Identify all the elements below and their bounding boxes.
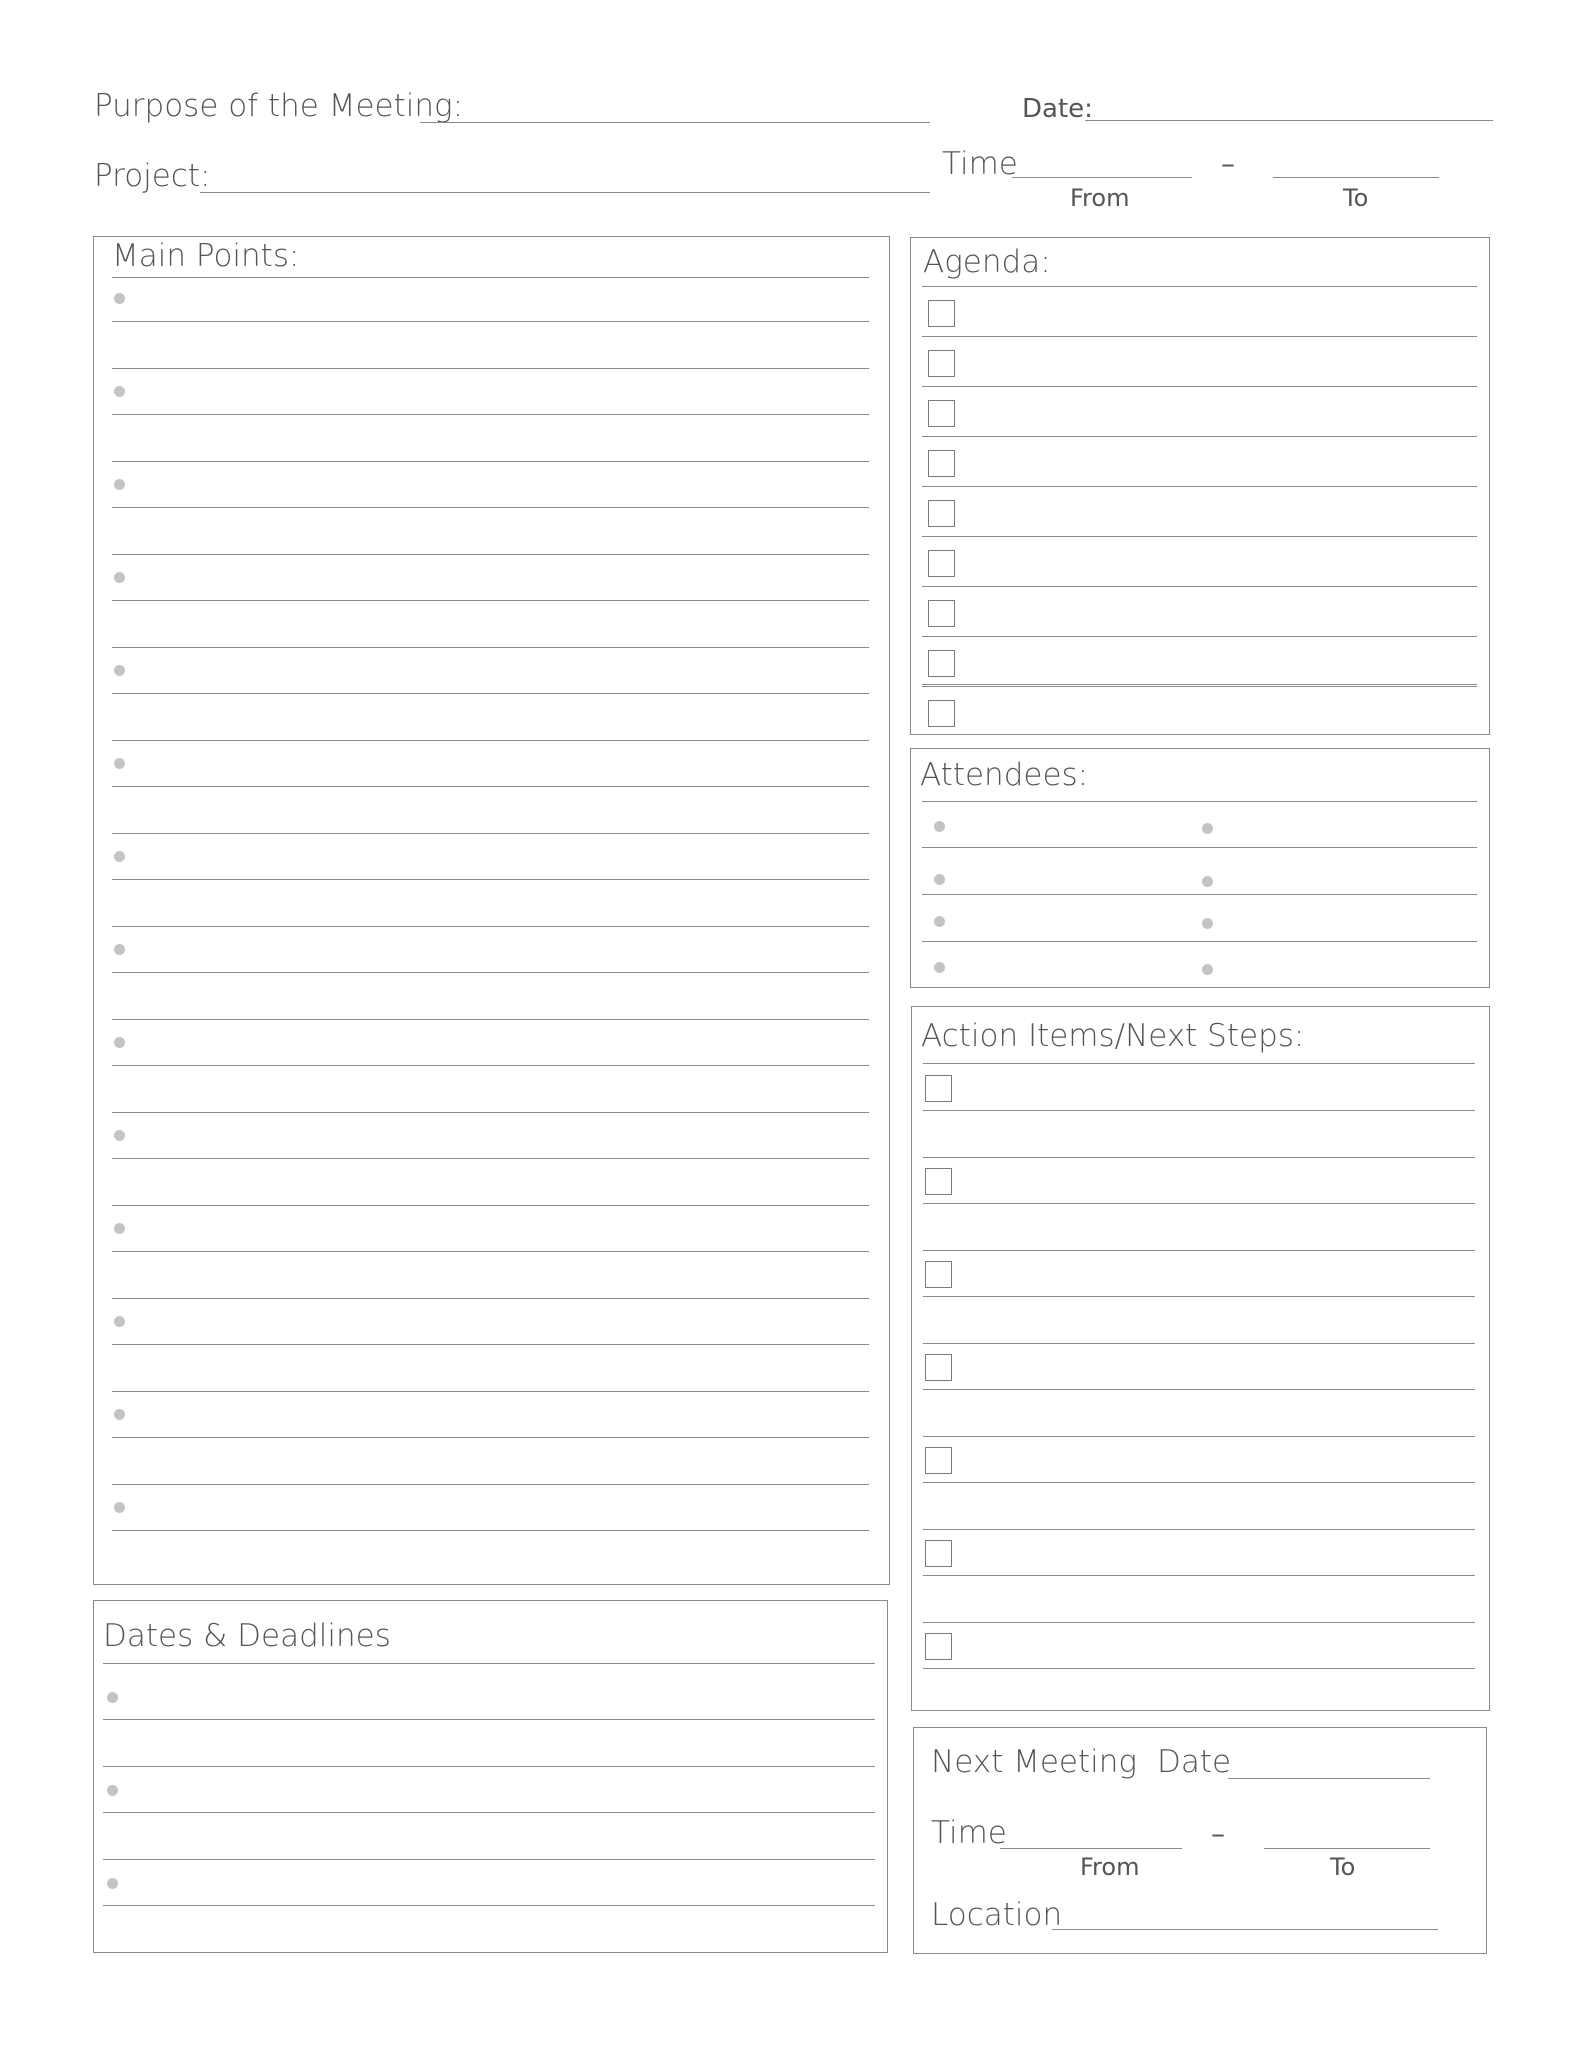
action-items-title-rule: [923, 1063, 1475, 1064]
agenda-checkbox[interactable]: [928, 650, 955, 677]
time-to-field[interactable]: [1273, 177, 1439, 178]
bullet-dot: [1202, 964, 1213, 975]
agenda-line[interactable]: [922, 336, 1477, 337]
deadline-line[interactable]: [103, 1905, 875, 1906]
project-label: Project:: [94, 158, 211, 194]
action-items-section: [911, 1006, 1490, 1711]
action-item-line[interactable]: [923, 1343, 1475, 1344]
action-item-checkbox[interactable]: [925, 1447, 952, 1474]
purpose-label: Purpose of the Meeting:: [94, 88, 464, 124]
bullet-dot: [107, 1785, 118, 1796]
bullet-dot: [934, 916, 945, 927]
bullet-dot: [114, 1316, 125, 1327]
main-point-line[interactable]: [112, 1344, 869, 1345]
main-point-line[interactable]: [112, 740, 869, 741]
agenda-checkbox[interactable]: [928, 400, 955, 427]
action-item-line[interactable]: [923, 1157, 1475, 1158]
attendee-line[interactable]: [922, 847, 1477, 848]
dates-deadlines-section: [93, 1600, 888, 1953]
bullet-dot: [114, 758, 125, 769]
agenda-title: Agenda:: [923, 244, 1051, 280]
agenda-checkbox[interactable]: [928, 700, 955, 727]
action-item-line[interactable]: [923, 1203, 1475, 1204]
next-meeting-time-label: Time: [931, 1815, 1007, 1851]
main-point-line[interactable]: [112, 879, 869, 880]
agenda-checkbox[interactable]: [928, 450, 955, 477]
agenda-checkbox[interactable]: [928, 550, 955, 577]
attendees-title-rule: [922, 801, 1477, 802]
bullet-dot: [114, 665, 125, 676]
main-point-line[interactable]: [112, 693, 869, 694]
action-item-line[interactable]: [923, 1529, 1475, 1530]
main-point-line[interactable]: [112, 1530, 869, 1531]
action-item-line[interactable]: [923, 1575, 1475, 1576]
action-item-checkbox[interactable]: [925, 1168, 952, 1195]
main-point-line[interactable]: [112, 321, 869, 322]
action-item-checkbox[interactable]: [925, 1354, 952, 1381]
bullet-dot: [114, 479, 125, 490]
from-label: From: [1070, 184, 1130, 212]
attendees-title: Attendees:: [920, 757, 1089, 793]
next-meeting-from-label: From: [1080, 1853, 1140, 1881]
bullet-dot: [934, 962, 945, 973]
main-point-line[interactable]: [112, 647, 869, 648]
agenda-line[interactable]: [922, 486, 1477, 487]
bullet-dot: [1202, 918, 1213, 929]
time-label: Time: [942, 146, 1018, 182]
time-from-field[interactable]: [1012, 177, 1192, 178]
next-meeting-location-field[interactable]: [1052, 1929, 1438, 1930]
action-item-checkbox[interactable]: [925, 1540, 952, 1567]
next-meeting-section: [913, 1727, 1487, 1954]
agenda-line[interactable]: [922, 386, 1477, 387]
date-label: Date:: [1022, 94, 1093, 124]
agenda-line[interactable]: [922, 536, 1477, 537]
agenda-section: [910, 237, 1490, 735]
agenda-line[interactable]: [922, 286, 1477, 287]
attendee-line[interactable]: [922, 941, 1477, 942]
bullet-dot: [114, 1223, 125, 1234]
main-points-section: [93, 236, 890, 1585]
action-item-line[interactable]: [923, 1296, 1475, 1297]
main-point-line[interactable]: [112, 414, 869, 415]
agenda-line[interactable]: [922, 684, 1477, 685]
main-point-line[interactable]: [112, 554, 869, 555]
bullet-dot: [114, 293, 125, 304]
main-point-line[interactable]: [112, 786, 869, 787]
agenda-checkbox[interactable]: [928, 500, 955, 527]
action-item-checkbox[interactable]: [925, 1261, 952, 1288]
agenda-line[interactable]: [922, 586, 1477, 587]
bullet-dot: [934, 821, 945, 832]
next-meeting-title: Next Meeting: [931, 1744, 1137, 1780]
main-point-line[interactable]: [112, 926, 869, 927]
main-points-title: Main Points:: [112, 238, 300, 274]
main-point-line[interactable]: [112, 1065, 869, 1066]
main-point-line[interactable]: [112, 1391, 869, 1392]
agenda-line[interactable]: [922, 436, 1477, 437]
bullet-dot: [114, 1130, 125, 1141]
bullet-dot: [1202, 823, 1213, 834]
main-point-line[interactable]: [112, 1484, 869, 1485]
main-point-line[interactable]: [112, 1251, 869, 1252]
action-item-line[interactable]: [923, 1389, 1475, 1390]
agenda-checkbox[interactable]: [928, 350, 955, 377]
action-item-line[interactable]: [923, 1482, 1475, 1483]
next-meeting-location-label: Location: [931, 1897, 1063, 1933]
action-item-checkbox[interactable]: [925, 1633, 952, 1660]
bullet-dot: [114, 851, 125, 862]
agenda-line[interactable]: [922, 686, 1477, 687]
main-point-line[interactable]: [112, 972, 869, 973]
action-item-line[interactable]: [923, 1110, 1475, 1111]
main-point-line[interactable]: [112, 1019, 869, 1020]
deadline-line[interactable]: [103, 1812, 875, 1813]
main-point-line[interactable]: [112, 833, 869, 834]
date-field[interactable]: [1085, 120, 1493, 121]
main-point-line[interactable]: [112, 600, 869, 601]
bullet-dot: [114, 1502, 125, 1513]
agenda-checkbox[interactable]: [928, 600, 955, 627]
main-point-line[interactable]: [112, 368, 869, 369]
dates-deadlines-title: Dates & Deadlines: [103, 1618, 391, 1654]
next-meeting-to-label: To: [1330, 1853, 1356, 1881]
bullet-dot: [114, 386, 125, 397]
action-item-checkbox[interactable]: [925, 1075, 952, 1102]
project-field[interactable]: [200, 192, 930, 193]
to-label: To: [1343, 184, 1369, 212]
bullet-dot: [1202, 876, 1213, 887]
action-item-line[interactable]: [923, 1668, 1475, 1669]
bullet-dot: [107, 1878, 118, 1889]
purpose-field[interactable]: [420, 122, 930, 123]
next-meeting-to-field[interactable]: [1264, 1848, 1430, 1849]
bullet-dot: [114, 944, 125, 955]
bullet-dot: [107, 1692, 118, 1703]
main-point-line[interactable]: [112, 1437, 869, 1438]
main-point-line[interactable]: [112, 461, 869, 462]
action-item-line[interactable]: [923, 1622, 1475, 1623]
dates-deadlines-title-rule: [103, 1663, 875, 1664]
bullet-dot: [934, 874, 945, 885]
bullet-dot: [114, 1037, 125, 1048]
deadline-line[interactable]: [103, 1859, 875, 1860]
deadline-line[interactable]: [103, 1766, 875, 1767]
next-meeting-from-field[interactable]: [1000, 1848, 1182, 1849]
agenda-checkbox[interactable]: [928, 300, 955, 327]
action-item-line[interactable]: [923, 1250, 1475, 1251]
main-points-title-rule: [112, 277, 869, 278]
agenda-line[interactable]: [922, 636, 1477, 637]
time-dash: –: [1221, 147, 1235, 180]
main-point-line[interactable]: [112, 1158, 869, 1159]
attendee-line[interactable]: [922, 894, 1477, 895]
attendees-section: [910, 748, 1490, 988]
main-point-line[interactable]: [112, 1298, 869, 1299]
main-point-line[interactable]: [112, 507, 869, 508]
action-item-line[interactable]: [923, 1436, 1475, 1437]
next-meeting-date-label: Date: [1157, 1744, 1232, 1780]
main-point-line[interactable]: [112, 1112, 869, 1113]
next-meeting-dash: –: [1211, 1817, 1225, 1850]
action-items-title: Action Items/Next Steps:: [921, 1018, 1305, 1054]
bullet-dot: [114, 572, 125, 583]
deadline-line[interactable]: [103, 1952, 875, 1953]
main-point-line[interactable]: [112, 1205, 869, 1206]
next-meeting-date-field[interactable]: [1228, 1778, 1430, 1779]
bullet-dot: [114, 1409, 125, 1420]
deadline-line[interactable]: [103, 1719, 875, 1720]
